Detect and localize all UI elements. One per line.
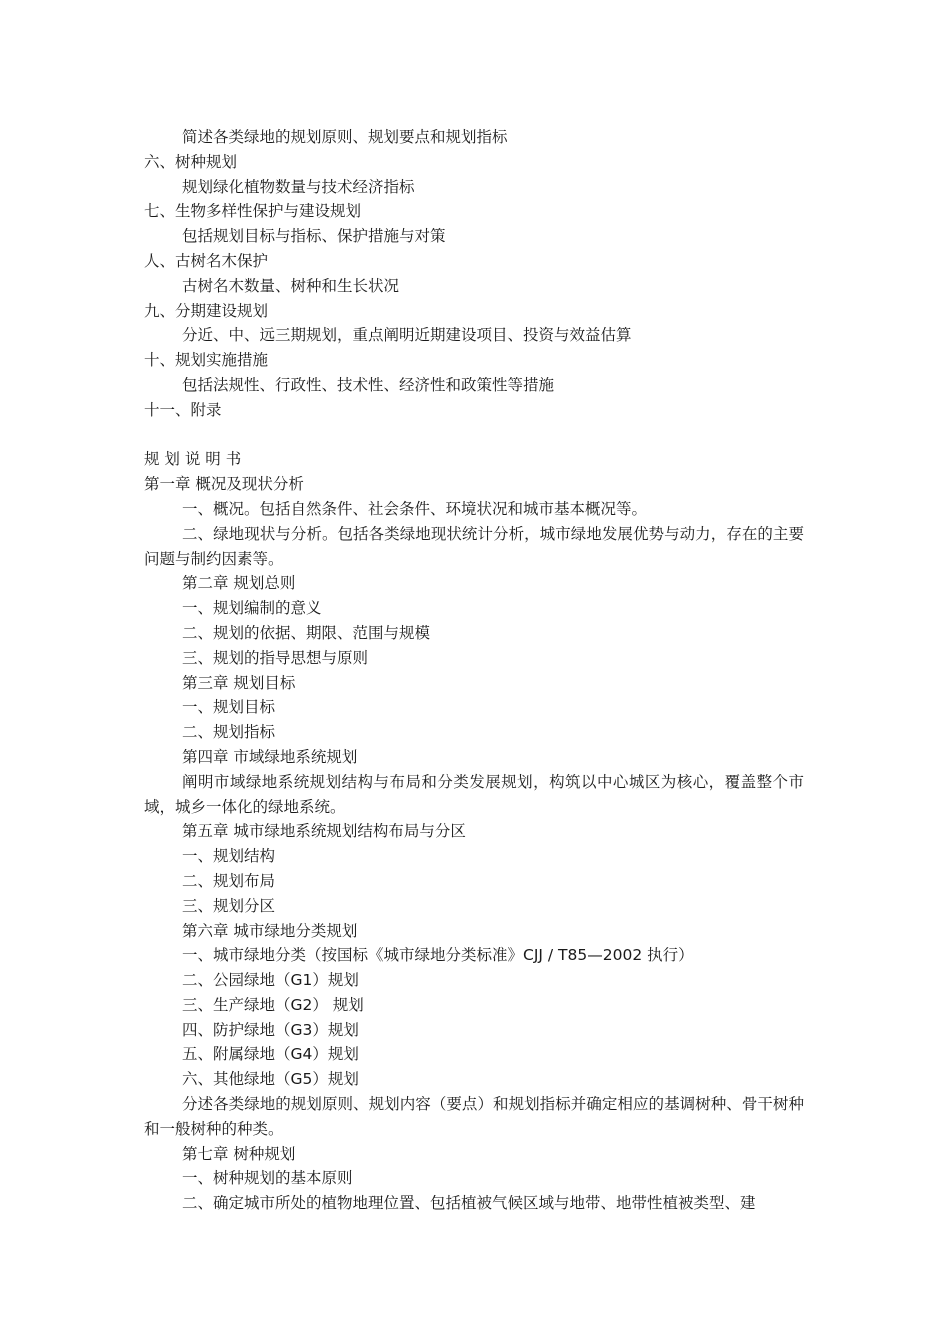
chapter-heading: 第七章 树种规划 (182, 1144, 296, 1163)
section-title: 规 划 说 明 书 (144, 450, 242, 469)
list-item: 一、树种规划的基本原则 (182, 1169, 353, 1188)
list-item: 六、其他绿地（G5）规划 (182, 1070, 359, 1089)
chapter-heading: 第六章 城市绿地分类规划 (182, 921, 358, 940)
outline-heading: 六、树种规划 (144, 152, 238, 171)
list-item: 二、公园绿地（G1）规划 (182, 971, 359, 990)
outline-heading: 十、规划实施措施 (144, 351, 269, 370)
list-item: 四、防护绿地（G3）规划 (182, 1020, 359, 1039)
list-item: 二、规划的依据、期限、范围与规模 (182, 623, 431, 642)
list-item: 一、规划目标 (182, 698, 276, 717)
outline-text: 包括规划目标与指标、保护措施与对策 (182, 227, 446, 246)
list-item: 二、规划布局 (182, 871, 276, 890)
paragraph: 二、绿地现状与分析。包括各类绿地现状统计分析，城市绿地发展优势与动力，存在的主要问题与制约因素等。 (144, 524, 804, 568)
paragraph-partial: 二、确定城市所处的植物地理位置、包括植被气候区域与地带、地带性植被类型、建 (182, 1194, 756, 1213)
outline-heading: 七、生物多样性保护与建设规划 (144, 202, 362, 221)
list-item: 三、规划的指导思想与原则 (182, 648, 369, 667)
outline-heading: 十一、附录 (144, 400, 222, 419)
list-item: 一、规划编制的意义 (182, 599, 322, 618)
list-item: 二、规划指标 (182, 723, 276, 742)
document-body (144, 125, 804, 1216)
outline-text: 分近、中、远三期规划，重点阐明近期建设项目、投资与效益估算 (182, 326, 632, 345)
list-item: 一、城市绿地分类（按国标《城市绿地分类标准》CJJ / T85—2002 执行） (182, 946, 694, 965)
chapter-heading: 第一章 概况及现状分析 (144, 475, 304, 494)
list-item: 三、规划分区 (182, 896, 276, 915)
outline-text: 包括法规性、行政性、技术性、经济性和政策性等措施 (182, 375, 555, 394)
chapter-heading: 第二章 规划总则 (182, 574, 296, 593)
spacer (144, 423, 804, 448)
chapter-heading: 第五章 城市绿地系统规划结构布局与分区 (182, 822, 466, 841)
list-item: 五、附属绿地（G4）规划 (182, 1045, 359, 1064)
outline-heading: 人、古树名木保护 (144, 251, 269, 270)
chapter-heading: 第三章 规划目标 (182, 673, 296, 692)
paragraph: 一、概况。包括自然条件、社会条件、环境状况和城市基本概况等。 (182, 499, 648, 518)
paragraph: 阐明市域绿地系统规划结构与布局和分类发展规划，构筑以中心城区为核心，覆盖整个市域，城乡一体化的绿地系统。 (144, 772, 804, 816)
list-item: 三、生产绿地（G2） 规划 (182, 995, 364, 1014)
list-item: 一、规划结构 (182, 847, 276, 866)
chapter-heading: 第四章 市域绿地系统规划 (182, 747, 358, 766)
outline-text: 简述各类绿地的规划原则、规划要点和规划指标 (182, 128, 508, 146)
outline-heading: 九、分期建设规划 (144, 301, 269, 320)
outline-text: 古树名木数量、树种和生长状况 (182, 276, 400, 295)
outline-text: 规划绿化植物数量与技术经济指标 (182, 177, 415, 196)
paragraph: 分述各类绿地的规划原则、规划内容（要点）和规划指标并确定相应的基调树种、骨干树种和一般树种的种类。 (144, 1095, 804, 1138)
